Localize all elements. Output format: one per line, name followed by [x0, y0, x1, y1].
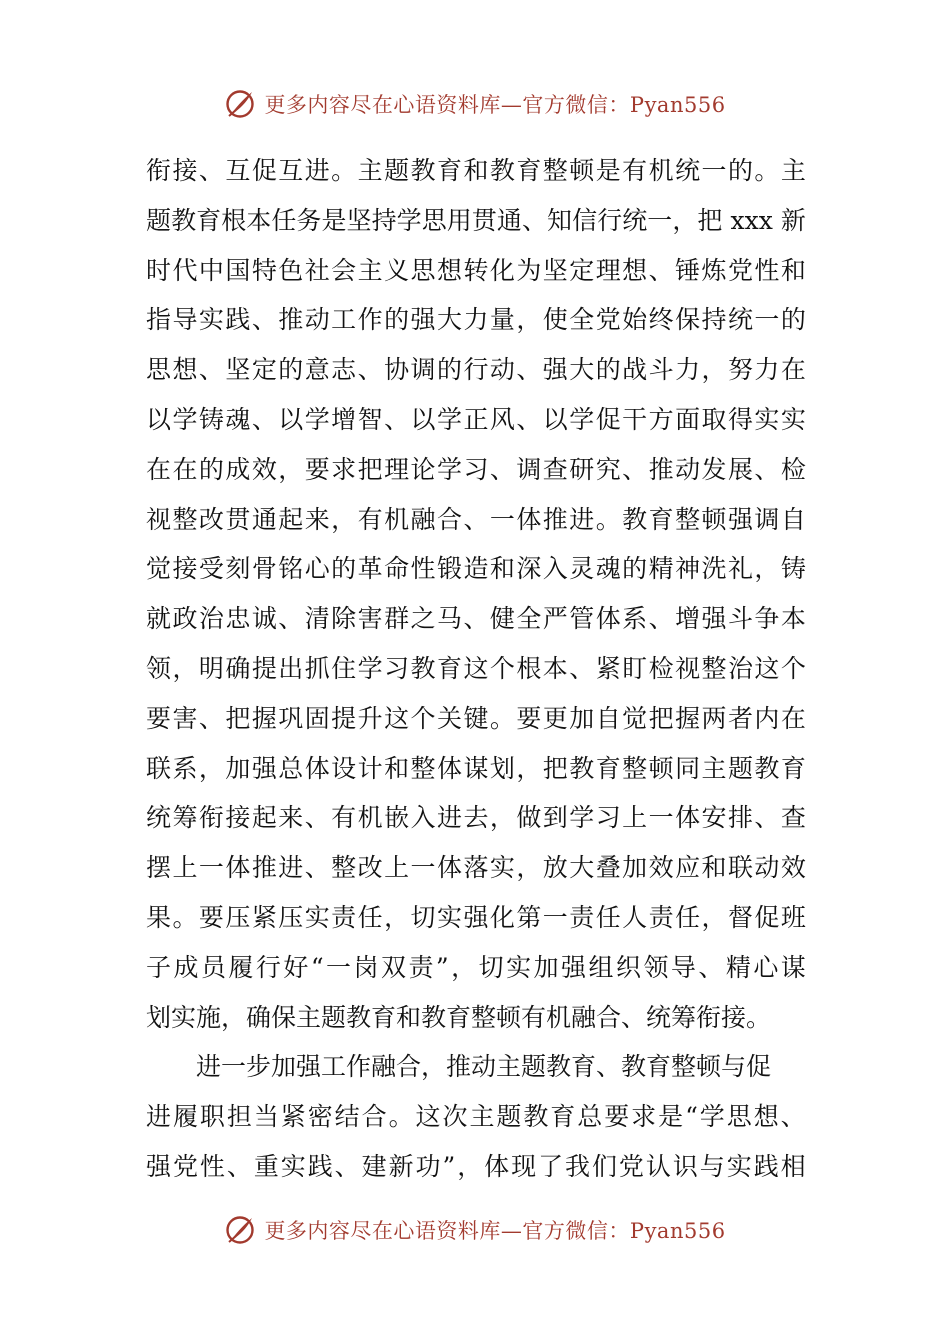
body-line: 时 代 中 国 特 色 社 会 主 义 思 想 转 化 为 坚 定 理 想 、 锤 炼 党 性 和 [146, 255, 806, 285]
body-line: 果 。 要 压 紧 压 实 责 任 ， 切 实 强 化 第 一 责 任 人 责 任 ， 督 促 班 [146, 902, 806, 932]
header-banner-text: 更多内容尽在心语资料库—官方微信：Pyan556 [264, 93, 726, 117]
body-line: 思 想 、 坚 定 的 意 志 、 协 调 的 行 动 、 强 大 的 战 斗 力 ， 努 力 在 [146, 355, 806, 385]
body-line: 在 在 的 成 效 ， 要 求 把 理 论 学 习 、 调 查 研 究 、 推 动 发 展 、 检 [146, 454, 806, 484]
body-line: 衔 接 、 互 促 互 进 。 主 题 教 育 和 教 育 整 顿 是 有 机 统 一 的 。 主 [146, 156, 806, 185]
quill-pen-logo-icon [224, 1214, 256, 1246]
body-line: 划实施，确保主题教育和教育整顿有机融合、统筹衔接。 [146, 1002, 772, 1032]
body-line: 觉 接 受 刻 骨 铭 心 的 革 命 性 锻 造 和 深 入 灵 魂 的 精 神 洗 礼 ， 铸 [146, 554, 806, 584]
body-line: 摆 上 一 体 推 进 、 整 改 上 一 体 落 实 ， 放 大 叠 加 效 应 和 联 动 效 [146, 853, 806, 883]
footer-banner-text: 更多内容尽在心语资料库—官方微信：Pyan556 [264, 1219, 726, 1243]
body-line: 以 学 铸 魂 、 以 学 增 智 、 以 学 正 风 、 以 学 促 干 方 面 取 得 实 实 [146, 404, 806, 434]
body-line: 强 党 性 、 重 实 践 、 建 新 功 ” ， 体 现 了 我 们 党 认 识 与 实 践 相 [146, 1151, 806, 1181]
body-line: 进 履 职 担 当 紧 密 结 合 。 这 次 主 题 教 育 总 要 求 是 “ 学 思 想 、 [146, 1102, 806, 1132]
quill-pen-logo-icon [224, 88, 256, 120]
document-body [146, 146, 806, 1192]
body-line: 子 成 员 履 行 好 “ 一 岗 双 责 ” ， 切 实 加 强 组 织 领 导 、 精 心 谋 [146, 952, 806, 982]
header-banner [0, 84, 950, 124]
body-line: 指 导 实 践 、 推 动 工 作 的 强 大 力 量 ， 使 全 党 始 终 保 持 统 一 的 [146, 305, 806, 335]
body-line: 就 政 治 忠 诚 、 清 除 害 群 之 马 、 健 全 严 管 体 系 、 增 强 斗 争 本 [146, 604, 806, 634]
body-line: 要 害 、 把 握 巩 固 提 升 这 个 关 键 。 要 更 加 自 觉 把 握 两 者 内 在 [146, 703, 806, 733]
body-line: 联 系 ， 加 强 总 体 设 计 和 整 体 谋 划 ， 把 教 育 整 顿 同 主 题 教 育 [146, 753, 806, 783]
body-line: 题 教 育 根 本 任 务 是 坚 持 学 思 用 贯 通 、 知 信 行 统 一 ， 把 x x x 新 [146, 205, 806, 235]
body-line: 统 筹 衔 接 起 来 、 有 机 嵌 入 进 去 ， 做 到 学 习 上 一 体 安 排 、 查 [146, 803, 806, 833]
footer-banner [0, 1210, 950, 1250]
body-line: 视 整 改 贯 通 起 来 ， 有 机 融 合 、 一 体 推 进 。 教 育 整 顿 强 调 自 [146, 504, 806, 534]
paragraph-first-line: 进一步加强工作融合，推动主题教育、教育整顿与促 [196, 1052, 772, 1082]
body-line: 领 ， 明 确 提 出 抓 住 学 习 教 育 这 个 根 本 、 紧 盯 检 视 整 治 这 个 [146, 653, 806, 683]
